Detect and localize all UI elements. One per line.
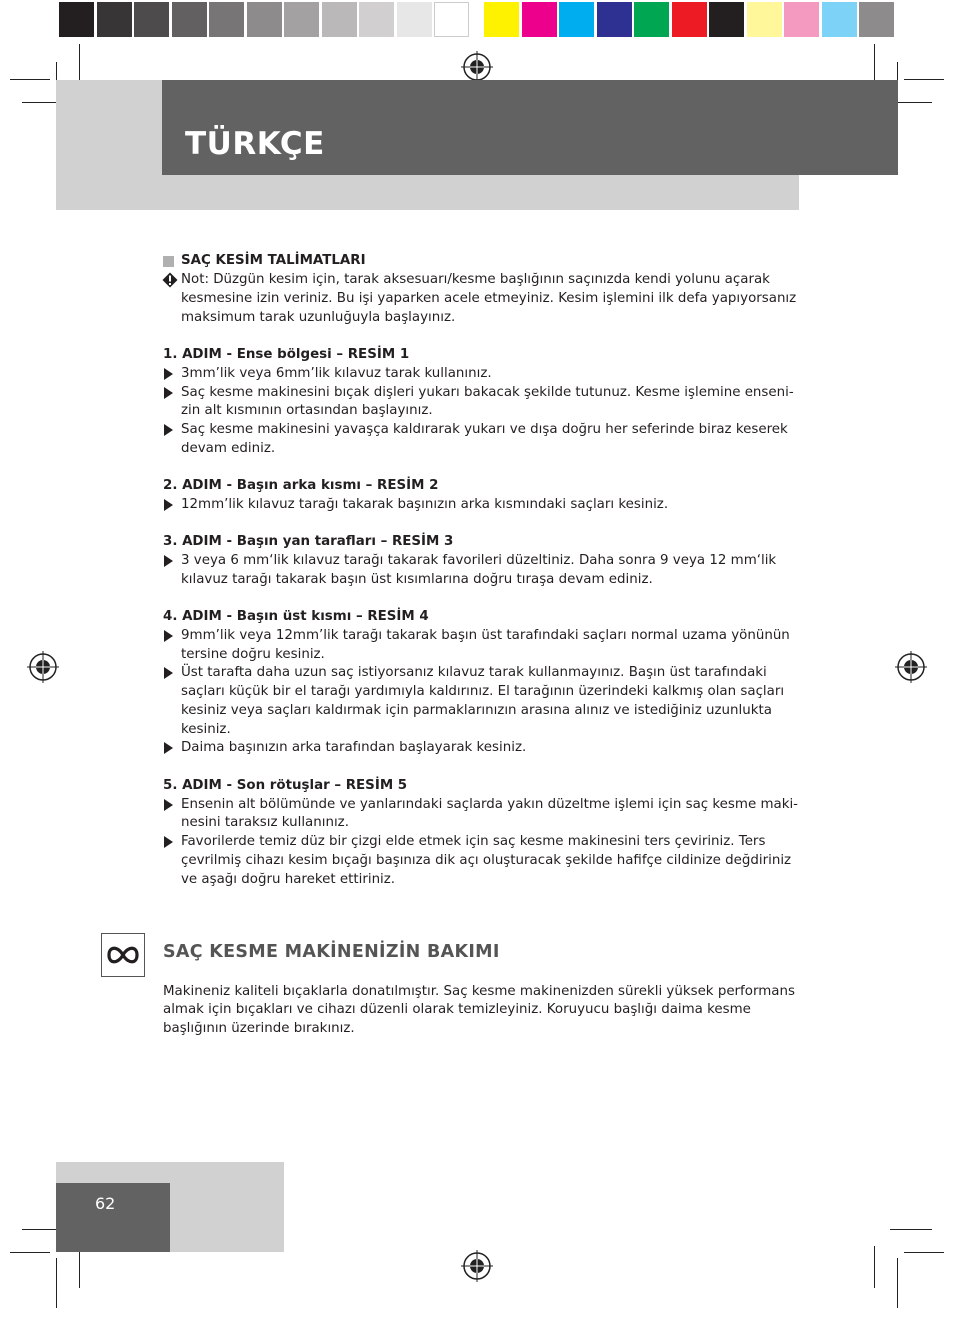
step-heading: 2. ADIM - Başın arka kısmı – RESİM 2	[163, 478, 439, 493]
bullet-text: 3 veya 6 mm‘lik kılavuz tarağı takarak favorileri düzeltiniz. Daha sonra 9 veya 12 mm‘lik	[181, 553, 777, 568]
bullet-text: Ensenin alt bölümünde ve yanlarındaki saçlarda yakın düzeltme işlemi için saç kesme maki-	[181, 797, 798, 812]
bullet-text: Saç kesme makinesini yavaşça kaldırarak yukarı ve dışa doğru her seferinde biraz keserek	[181, 422, 788, 437]
color-swatch	[747, 2, 782, 37]
bullet-text: Daima başınızın arka tarafından başlayarak kesiniz.	[181, 740, 527, 755]
color-swatch	[97, 2, 132, 37]
bullet-text: Favorilerde temiz düz bir çizgi elde etmek için saç kesme makinesini ters çeviriniz. Ters	[181, 834, 766, 849]
color-swatch	[59, 2, 94, 37]
bullet-arrow-icon	[164, 387, 173, 399]
step-heading: 3. ADIM - Başın yan tarafları – RESİM 3	[163, 534, 454, 549]
bullet-text: 12mm’lik kılavuz tarağı takarak başınızın arka kısmındaki saçları kesiniz.	[181, 497, 669, 512]
registration-mark-icon	[895, 651, 927, 683]
color-swatch	[597, 2, 632, 37]
bullet-arrow-icon	[164, 836, 173, 848]
bullet-arrow-icon	[164, 742, 173, 754]
color-swatch	[784, 2, 819, 37]
bullet-text: zin alt kısmının ortasından başlayınız.	[181, 403, 433, 418]
bullet-text: 3mm’lik veya 6mm’lik kılavuz tarak kullanınız.	[181, 366, 492, 381]
bullet-arrow-icon	[164, 630, 173, 642]
note-text: Not: Düzgün kesim için, tarak aksesuarı/kesme başlığının saçınızda kendi yolunu açarak	[181, 272, 770, 287]
color-swatch	[522, 2, 557, 37]
color-swatch	[134, 2, 169, 37]
bullet-text: kesiniz.	[181, 722, 231, 737]
bullet-arrow-icon	[164, 424, 173, 436]
bullet-arrow-icon	[164, 555, 173, 567]
bullet-text: çevrilmiş cihazı kesim bıçağı başınıza dik açı oluşturacak şekilde hafifçe cildinize değdiriniz	[181, 853, 792, 868]
infinity-icon	[101, 933, 145, 977]
step-heading: 5. ADIM - Son rötuşlar – RESİM 5	[163, 778, 408, 793]
color-swatch	[322, 2, 357, 37]
bullet-text: nesini taraksız kullanınız.	[181, 815, 349, 830]
bullet-text: saçları küçük bir el tarağı yardımıyla kaldırınız. El tarağının üzerindeki kalkmış olan saçları	[181, 684, 785, 699]
registration-mark-icon	[461, 1250, 493, 1282]
color-swatch	[859, 2, 894, 37]
section-title: SAÇ KESME MAKİNENİZİN BAKIMI	[163, 942, 500, 962]
color-swatch	[247, 2, 282, 37]
note-text: kesmesine izin veriniz. Bu işi yaparken acele etmeyiniz. Kesim işlemini ilk defa yapıyorsanız	[181, 291, 797, 306]
bullet-text: Üst tarafta daha uzun saç istiyorsanız kılavuz tarak kullanmayınız. Başın üst tarafındaki	[181, 665, 767, 680]
color-swatch	[822, 2, 857, 37]
color-swatch	[397, 2, 432, 37]
bullet-text: tersine doğru kesiniz.	[181, 647, 325, 662]
section-title: SAÇ KESİM TALİMATLARI	[181, 253, 366, 268]
registration-mark-icon	[27, 651, 59, 683]
body-text: başlığının üzerinde bırakınız.	[163, 1021, 355, 1036]
bullet-text: kesiniz veya saçları kaldırmak için parmaklarınızın arasına alınız ve istediğiniz uzunlukta	[181, 703, 772, 718]
color-swatch	[172, 2, 207, 37]
step-heading: 4. ADIM - Başın üst kısmı – RESİM 4	[163, 609, 429, 624]
bullet-arrow-icon	[164, 667, 173, 679]
bullet-text: Saç kesme makinesini bıçak dişleri yukarı bakacak şekilde tutunuz. Kesme işlemine enseni-	[181, 385, 794, 400]
body-text: almak için bıçakları ve cihazı düzenli olarak temizleyiniz. Koruyucu başlığı daima kesme	[163, 1002, 751, 1017]
color-swatch	[209, 2, 244, 37]
color-swatch	[634, 2, 669, 37]
note-text: maksimum tarak uzunluğuyla başlayınız.	[181, 310, 456, 325]
color-swatch	[284, 2, 319, 37]
page-title: TÜRKÇE	[185, 126, 325, 162]
color-swatch	[559, 2, 594, 37]
bullet-arrow-icon	[164, 799, 173, 811]
registration-mark-icon	[461, 51, 493, 83]
bullet-arrow-icon	[164, 499, 173, 511]
color-swatch	[434, 2, 469, 37]
color-swatch	[709, 2, 744, 37]
page-number: 62	[95, 1194, 116, 1213]
bullet-text: 9mm’lik veya 12mm’lik tarağı takarak başın üst tarafındaki saçları normal uzama yönünün	[181, 628, 790, 643]
color-swatch	[484, 2, 519, 37]
color-swatch	[359, 2, 394, 37]
bullet-arrow-icon	[164, 368, 173, 380]
bullet-text: devam ediniz.	[181, 441, 276, 456]
section-bullet	[163, 256, 174, 267]
step-heading: 1. ADIM - Ense bölgesi – RESİM 1	[163, 347, 410, 362]
bullet-text: ve aşağı doğru hareket ettiriniz.	[181, 872, 396, 887]
body-text: Makineniz kaliteli bıçaklarla donatılmıştır. Saç kesme makinenizden sürekli yüksek performans	[163, 984, 795, 999]
warning-icon	[162, 272, 178, 288]
color-swatch	[672, 2, 707, 37]
bullet-text: kılavuz tarağı takarak başın üst kısımlarına doğru tıraşa devam ediniz.	[181, 572, 653, 587]
